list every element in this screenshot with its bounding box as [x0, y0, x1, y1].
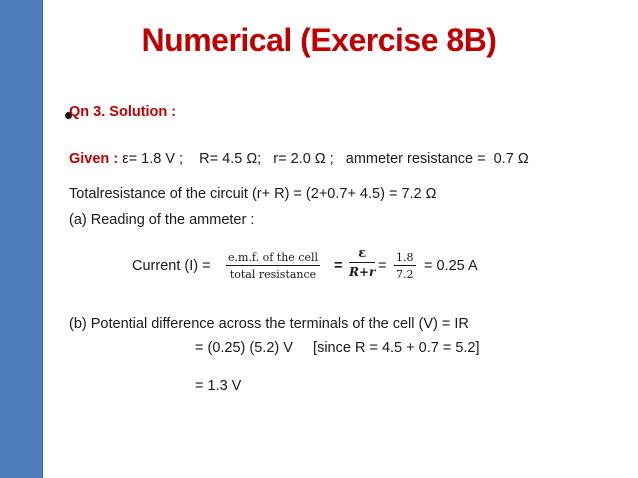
left-accent-bar: [0, 0, 43, 478]
symbolic-numerator: ε: [349, 246, 375, 263]
question-heading: Qn 3. Solution :: [69, 104, 177, 120]
part-b-heading: (b) Potential difference across the terminals of the cell (V) = IR: [69, 316, 469, 332]
emf-denominator: total resistance: [229, 268, 317, 281]
current-label: Current (I) =: [132, 258, 211, 274]
total-resistance-line: Totalresistance of the circuit (r+ R) = (2+0.7+ 4.5) = 7.2 Ω: [69, 186, 437, 202]
equals-sign: =: [334, 258, 343, 274]
part-b-step-2: = 1.3 V: [195, 378, 242, 394]
given-label: Given :: [69, 151, 119, 167]
symbolic-denominator: R+r: [349, 265, 376, 279]
part-a-heading: (a) Reading of the ammeter :: [69, 212, 255, 228]
current-result: = 0.25 A: [424, 258, 478, 274]
equals-sign-2: =: [378, 258, 387, 274]
emf-numerator: e.m.f. of the cell: [228, 251, 319, 264]
slide-title: Numerical (Exercise 8B): [141, 22, 497, 58]
part-b-step-1: = (0.25) (5.2) V [since R = 4.5 + 0.7 = 5.2]: [195, 340, 480, 356]
numeric-fraction: [394, 251, 416, 281]
symbolic-fraction: [349, 246, 375, 279]
emf-fraction: [226, 251, 320, 281]
numeric-numerator: 1.8: [396, 251, 414, 264]
given-values: ε= 1.8 V ; R= 4.5 Ω; r= 2.0 Ω ; ammeter resistance = 0.7 Ω: [122, 151, 529, 167]
given-line: [69, 151, 529, 167]
numeric-denominator: 7.2: [396, 268, 414, 281]
